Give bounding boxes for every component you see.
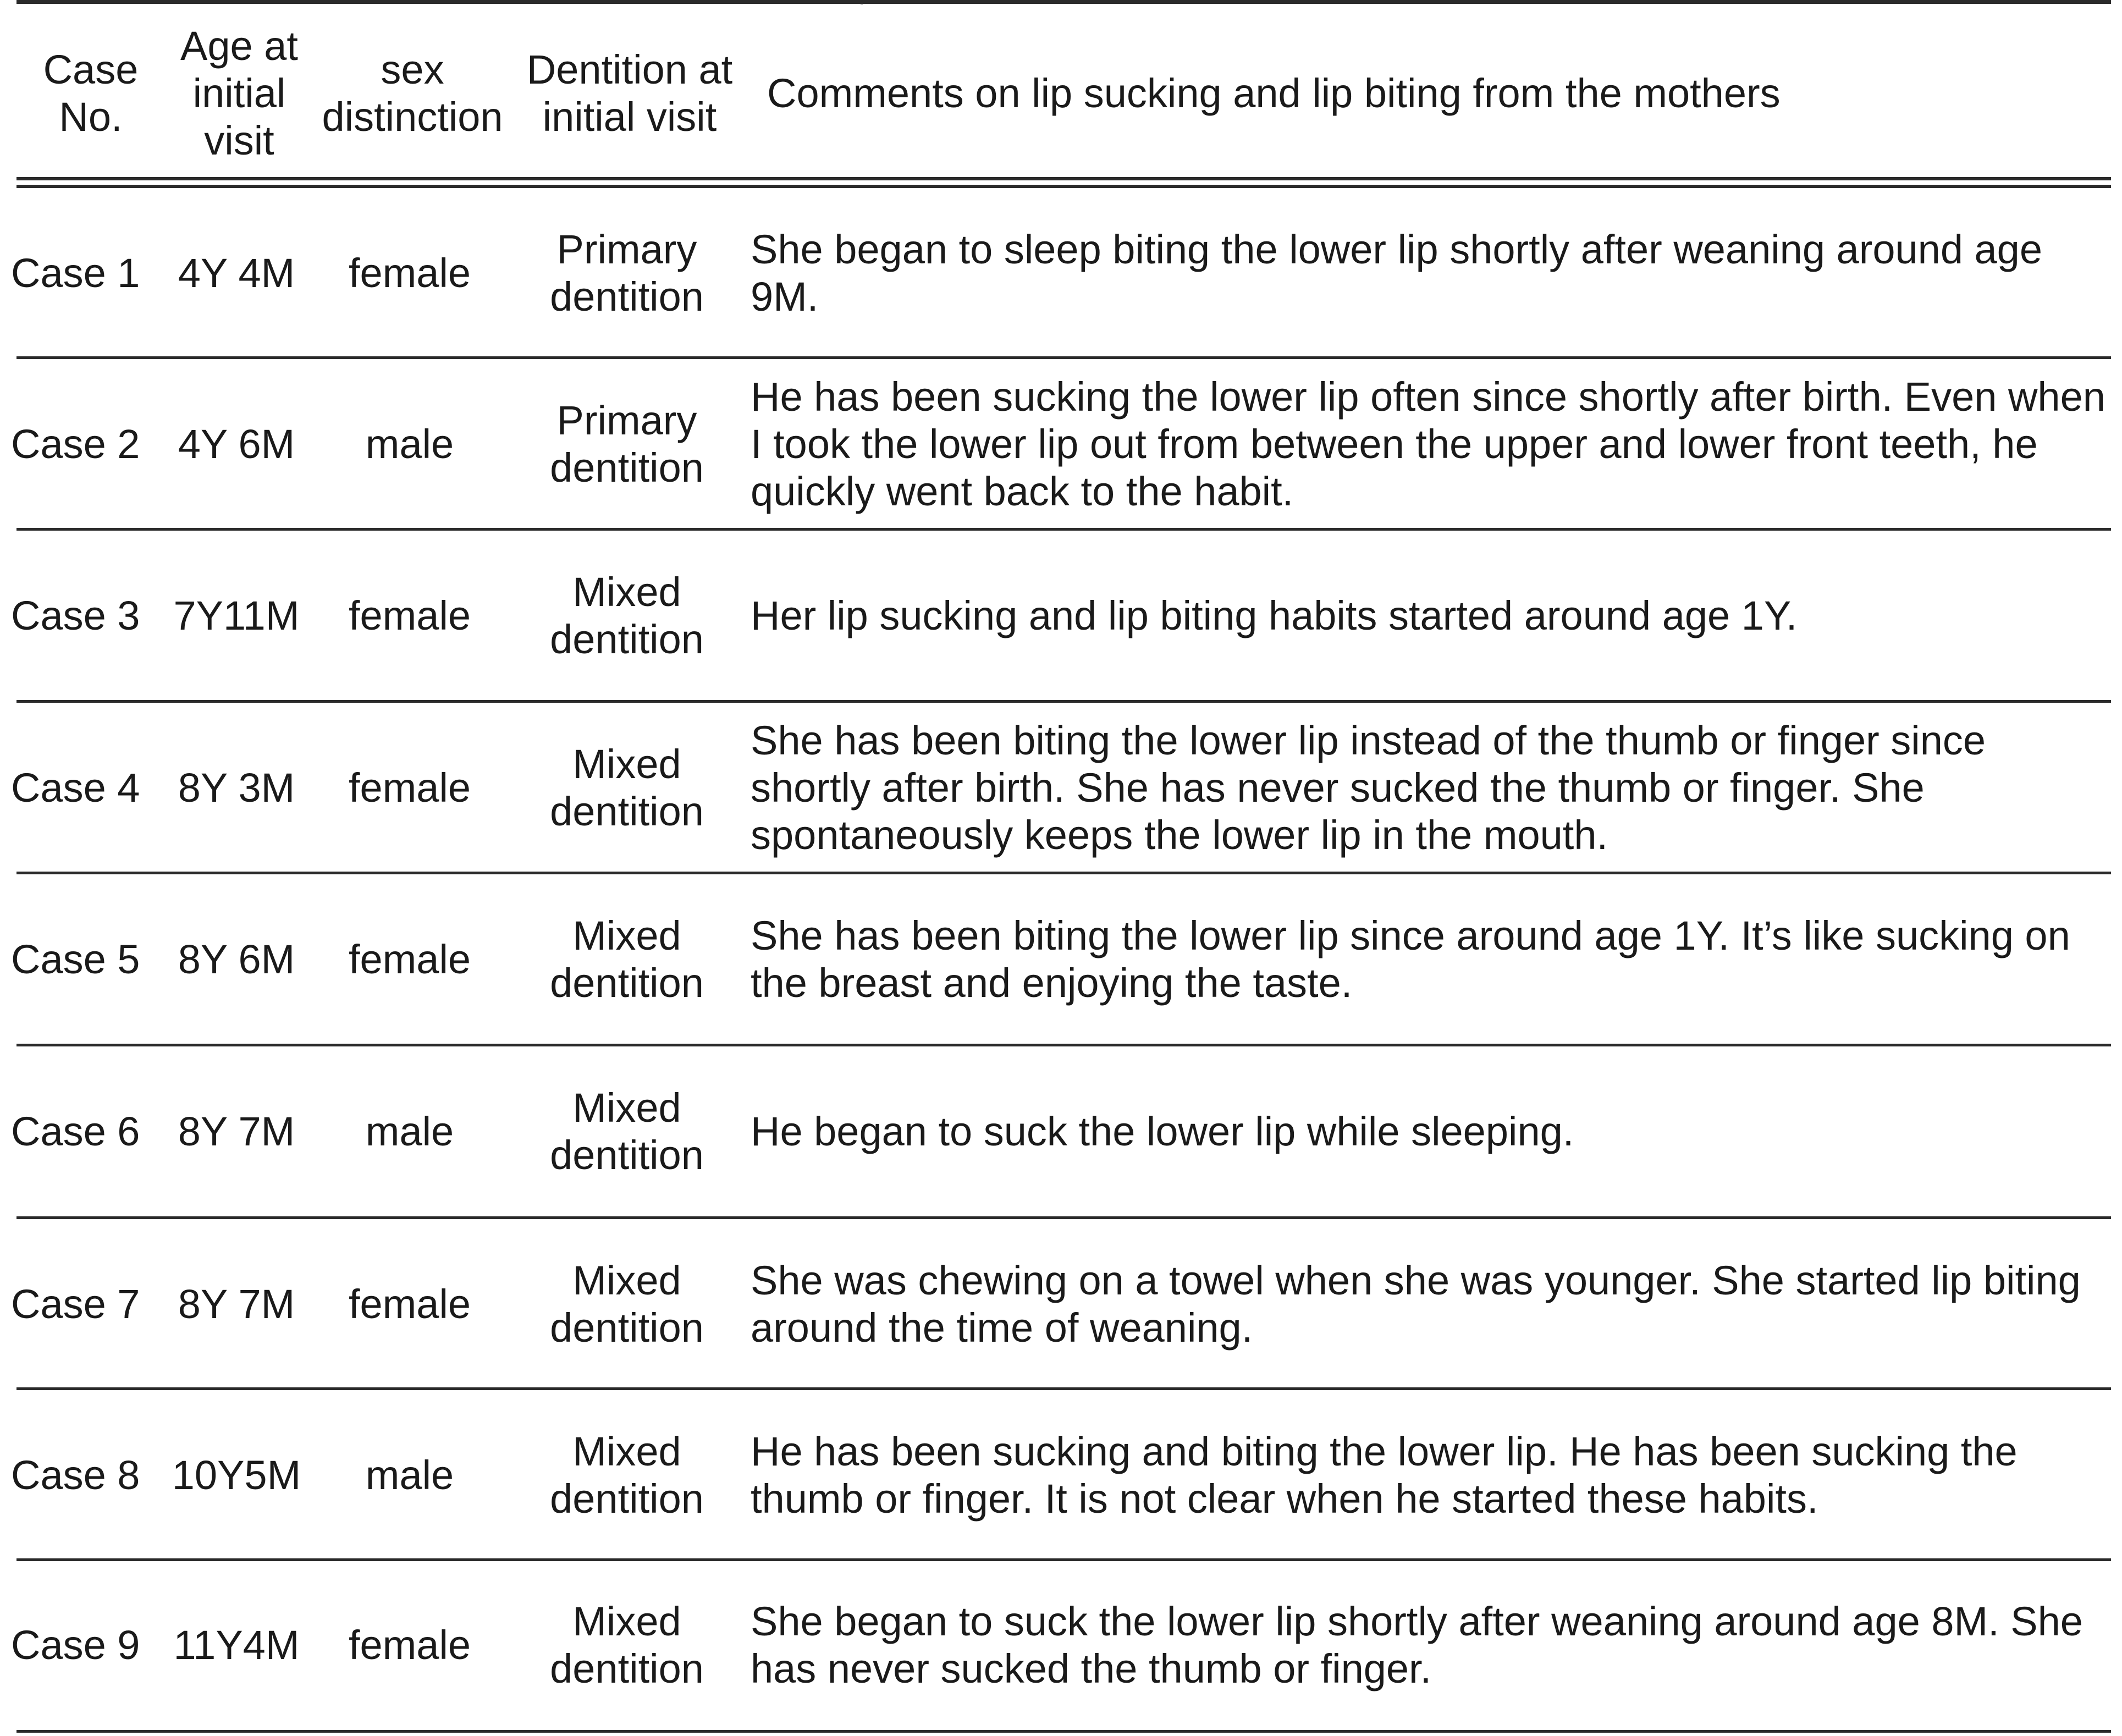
dentition-line-2: dentition: [550, 274, 704, 319]
header-age-line-1: Age at: [180, 23, 298, 69]
comment-cell: [751, 1046, 2109, 1217]
dentition-cell: [522, 359, 731, 530]
sex-cell: female: [348, 1281, 471, 1327]
table-row: [0, 188, 2122, 359]
comment-cell: [751, 703, 2109, 873]
table-row: [0, 531, 2122, 701]
dentition-line-1: Mixed: [572, 1085, 681, 1131]
case-cell: Case 5: [11, 936, 140, 982]
table-row: [0, 703, 2122, 873]
age-cell: 10Y5M: [172, 1452, 301, 1498]
header-sex: [313, 16, 511, 170]
sex-cell: female: [348, 593, 471, 638]
header-case-line-1: Case: [43, 47, 139, 92]
comment-cell: [751, 874, 2109, 1045]
comment-text: Her lip sucking and lip biting habits started around age 1Y.: [751, 593, 1798, 638]
sex-cell: male: [365, 1452, 454, 1498]
sex-cell: female: [348, 1622, 471, 1668]
header-age-line-2: initial: [192, 70, 286, 116]
dentition-line-1: Mixed: [572, 913, 681, 958]
age-cell: 8Y 3M: [178, 765, 295, 811]
table-row: [0, 1390, 2122, 1561]
header-comments-label: Comments on lip sucking and lip biting from the mothers: [767, 70, 1781, 116]
dentition-cell: [522, 1561, 731, 1729]
bottom-rule: [16, 1730, 2111, 1733]
table-row: [0, 1219, 2122, 1390]
header-rule-upper: [16, 177, 2111, 180]
header-sex-line-1: sex: [381, 47, 444, 92]
dentition-line-2: dentition: [550, 1645, 704, 1691]
dentition-line-1: Primary: [556, 227, 697, 272]
dentition-line-2: dentition: [550, 1476, 704, 1522]
dentition-line-1: Primary: [556, 398, 697, 443]
comment-cell: [751, 359, 2109, 530]
dentition-line-2: dentition: [550, 445, 704, 491]
sex-cell: female: [348, 250, 471, 296]
age-cell: 8Y 7M: [178, 1109, 295, 1154]
dentition-cell: [522, 703, 731, 873]
age-cell: 11Y4M: [173, 1622, 300, 1668]
header-dentition: [522, 16, 737, 170]
age-cell: 8Y 6M: [178, 936, 295, 982]
dentition-cell: [522, 1046, 731, 1217]
age-cell: 7Y11M: [173, 593, 300, 638]
sex-cell: female: [348, 765, 471, 811]
case-cell: Case 2: [11, 421, 140, 467]
case-cell: Case 4: [11, 765, 140, 811]
table-row: [0, 1561, 2122, 1732]
case-cell: Case 1: [11, 250, 140, 296]
comment-text: He began to suck the lower lip while sleeping.: [751, 1109, 1574, 1154]
header-age-line-3: visit: [204, 118, 274, 163]
comment-text: She began to sleep biting the lower lip shortly after weaning around age 9M.: [751, 227, 2042, 319]
dentition-line-2: dentition: [550, 960, 704, 1006]
dentition-line-2: dentition: [550, 1305, 704, 1351]
top-rule: [16, 0, 2111, 4]
age-cell: 4Y 4M: [178, 250, 295, 296]
comment-text: She began to suck the lower lip shortly after weaning around age 8M. She has never sucked the thumb or finger.: [751, 1598, 2083, 1691]
dentition-cell: [522, 188, 731, 359]
case-cell: Case 7: [11, 1281, 140, 1327]
dentition-line-1: Mixed: [572, 569, 681, 615]
comment-cell: [751, 1561, 2109, 1729]
header-case-line-2: No.: [59, 94, 123, 140]
sex-cell: male: [365, 421, 454, 467]
case-cell: Case 8: [11, 1452, 140, 1498]
header-sex-line-2: distinction: [322, 94, 503, 140]
header-comments: [767, 16, 2087, 170]
comment-text: He has been sucking and biting the lower lip. He has been sucking the thumb or finger. It is not clear when he started these habits.: [751, 1429, 2018, 1522]
dentition-cell: [522, 1219, 731, 1390]
header-case-no: [22, 16, 159, 170]
dentition-cell: [522, 874, 731, 1045]
dentition-line-2: dentition: [550, 789, 704, 834]
dentition-line-1: Mixed: [572, 741, 681, 787]
dentition-line-1: Mixed: [572, 1429, 681, 1474]
age-cell: 8Y 7M: [178, 1281, 295, 1327]
top-rule-tick: [861, 0, 863, 4]
table-row: [0, 874, 2122, 1045]
table-row: [0, 1046, 2122, 1217]
header-dentition-line-2: initial visit: [542, 94, 717, 140]
comment-cell: [751, 531, 2109, 701]
comment-cell: [751, 1219, 2109, 1390]
header-age: [159, 16, 319, 170]
table-row: [0, 359, 2122, 530]
comment-text: She has been biting the lower lip since around age 1Y. It’s like sucking on the breast and enjoying the taste.: [751, 913, 2070, 1006]
dentition-line-1: Mixed: [572, 1258, 681, 1303]
case-cell: Case 3: [11, 593, 140, 638]
dentition-line-2: dentition: [550, 616, 704, 662]
header-dentition-line-1: Dentition at: [526, 47, 733, 92]
comment-text: She was chewing on a towel when she was younger. She started lip biting around the time of weaning.: [751, 1258, 2081, 1351]
age-cell: 4Y 6M: [178, 421, 295, 467]
case-cell: Case 6: [11, 1109, 140, 1154]
dentition-line-1: Mixed: [572, 1598, 681, 1644]
dentition-line-2: dentition: [550, 1132, 704, 1178]
case-cell: Case 9: [11, 1622, 140, 1668]
dentition-cell: [522, 1390, 731, 1561]
comment-text: She has been biting the lower lip instead of the thumb or finger since shortly after birth. She has never sucked the thumb or finger. She spontaneously keeps the lower lip in the mouth.: [751, 718, 1986, 858]
sex-cell: male: [365, 1109, 454, 1154]
comment-cell: [751, 1390, 2109, 1561]
dentition-cell: [522, 531, 731, 701]
comment-text: He has been sucking the lower lip often since shortly after birth. Even when I took the lower lip out from between the upper and lower front teeth, he quickly went back to the habit.: [751, 374, 2106, 514]
comment-cell: [751, 188, 2109, 359]
sex-cell: female: [348, 936, 471, 982]
